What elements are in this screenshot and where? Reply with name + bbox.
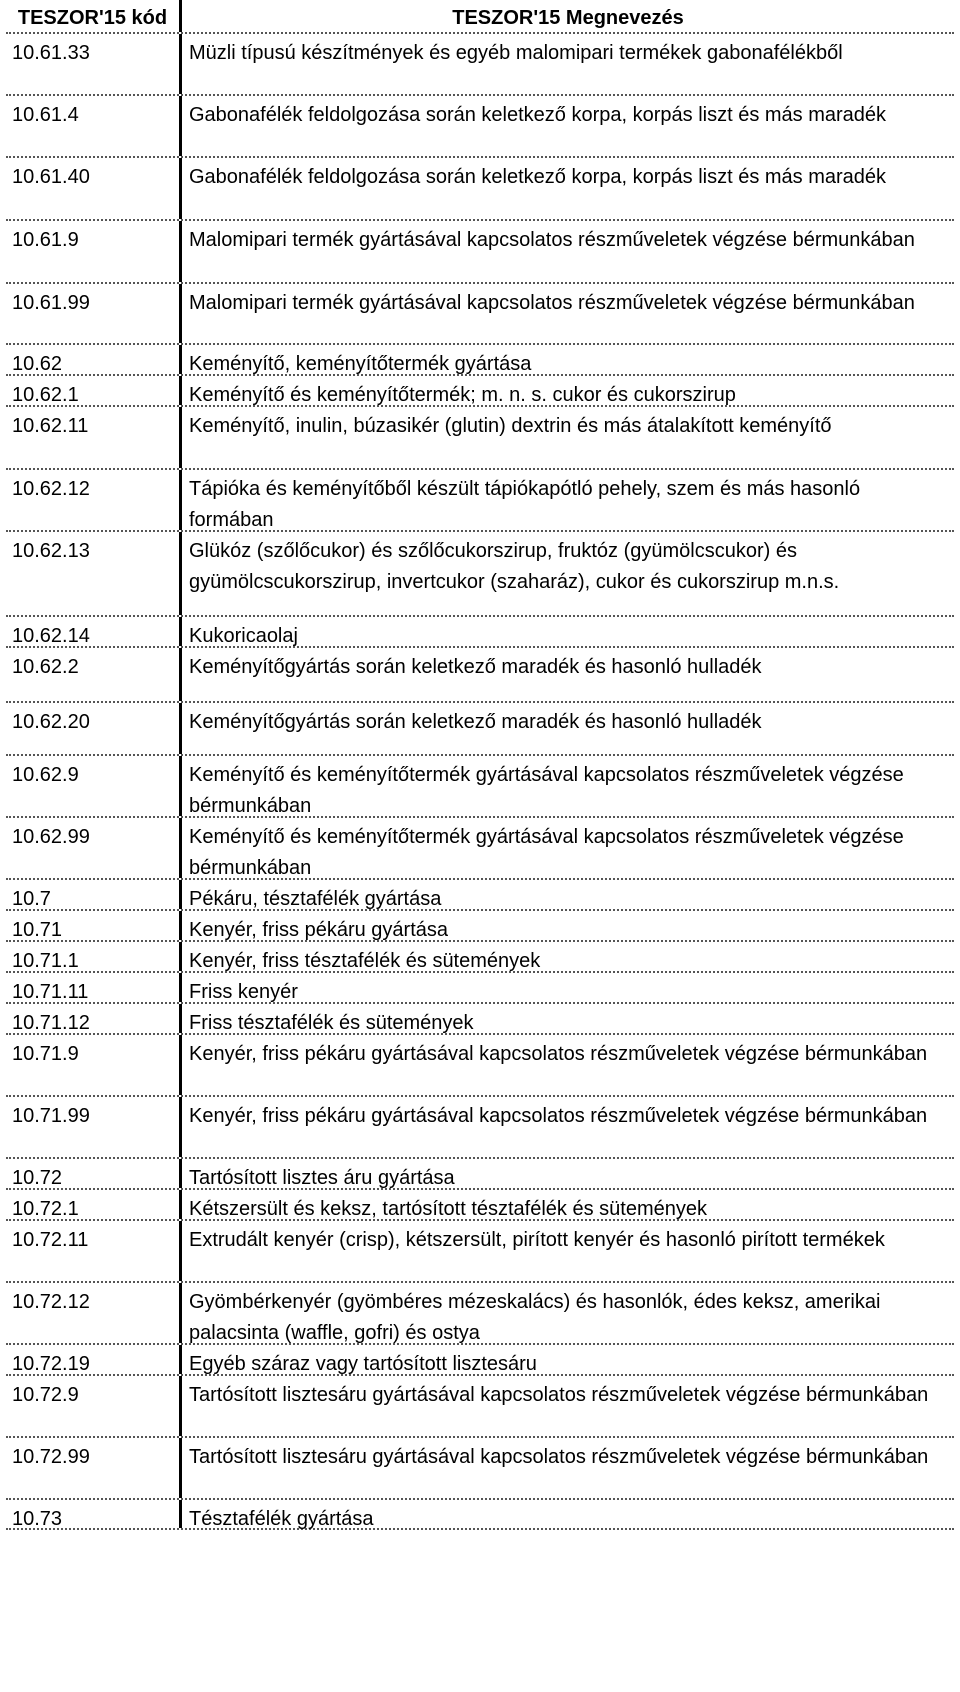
row-name: Kenyér, friss pékáru gyártásával kapcsolatos részműveletek végzése bérmunkában	[189, 1043, 928, 1065]
row-code: 10.61.33	[6, 34, 182, 94]
row-name: Tartósított lisztesáru gyártásával kapcsolatos részműveletek végzése bérmunkában	[189, 1446, 929, 1468]
row-code: 10.62.13	[6, 532, 182, 615]
table-body	[6, 34, 954, 1530]
row-code: 10.71	[6, 911, 182, 940]
table-row	[6, 96, 954, 158]
row-code: 10.7	[6, 880, 182, 909]
table-row	[6, 1283, 954, 1345]
header-code: TESZOR'15 kód	[6, 0, 182, 32]
row-name: Keményítő és keményítőtermék gyártásával kapcsolatos részműveletek végzése bérmunkában	[189, 764, 904, 817]
row-code: 10.71.99	[6, 1097, 182, 1157]
row-name: Kukoricaolaj	[189, 625, 298, 647]
table-row	[6, 1159, 954, 1190]
row-name: Tartósított lisztes áru gyártása	[189, 1167, 455, 1189]
header-name: TESZOR'15 Megnevezés	[452, 7, 684, 29]
row-name: Friss kenyér	[189, 981, 298, 1003]
table-row	[6, 1500, 954, 1530]
row-name: Kenyér, friss tésztafélék és sütemények	[189, 950, 541, 972]
row-code: 10.72.12	[6, 1283, 182, 1343]
row-name: Keményítő, inulin, búzasikér (glutin) dextrin és más átalakított keményítő	[189, 415, 832, 437]
row-code: 10.72.19	[6, 1345, 182, 1374]
table-row	[6, 1221, 954, 1283]
table-row	[6, 617, 954, 648]
table-row	[6, 1438, 954, 1500]
row-code: 10.61.9	[6, 221, 182, 282]
row-code: 10.61.99	[6, 284, 182, 343]
row-name: Keményítő és keményítőtermék gyártásával kapcsolatos részműveletek végzése bérmunkában	[189, 826, 904, 879]
row-code: 10.72.99	[6, 1438, 182, 1498]
row-name: Kétszersült és keksz, tartósított tésztafélék és sütemények	[189, 1198, 707, 1220]
row-name: Pékáru, tésztafélék gyártása	[189, 888, 442, 910]
row-code: 10.61.4	[6, 96, 182, 156]
table-row	[6, 532, 954, 617]
row-code: 10.72	[6, 1159, 182, 1188]
table-row	[6, 345, 954, 376]
row-code: 10.62.14	[6, 617, 182, 646]
row-code: 10.62.20	[6, 703, 182, 754]
row-code: 10.72.11	[6, 1221, 182, 1281]
row-name: Glükóz (szőlőcukor) és szőlőcukorszirup, fruktóz (gyümölcscukor) és gyümölcscukorszirup, invertcukor (szaharáz), cukor és cukorszirup m.n.s.	[189, 540, 840, 593]
table-header	[6, 0, 954, 34]
row-code: 10.62.12	[6, 470, 182, 530]
row-name: Malomipari termék gyártásával kapcsolatos részműveletek végzése bérmunkában	[189, 292, 915, 314]
row-code: 10.71.1	[6, 942, 182, 971]
table-row	[6, 34, 954, 96]
table-row	[6, 973, 954, 1004]
table-row	[6, 284, 954, 345]
row-code: 10.71.9	[6, 1035, 182, 1095]
row-name: Keményítőgyártás során keletkező maradék és hasonló hulladék	[189, 711, 762, 733]
row-code: 10.62.11	[6, 407, 182, 468]
row-name: Keményítő, keményítőtermék gyártása	[189, 353, 532, 375]
row-name: Gabonafélék feldolgozása során keletkező korpa, korpás liszt és más maradék	[189, 104, 887, 126]
row-code: 10.62.9	[6, 756, 182, 816]
row-name: Tápióka és keményítőből készült tápiókapótló pehely, szem és más hasonló formában	[189, 478, 861, 531]
row-name: Malomipari termék gyártásával kapcsolatos részműveletek végzése bérmunkában	[189, 229, 915, 251]
row-code: 10.62.1	[6, 376, 182, 405]
table-row	[6, 1097, 954, 1159]
row-name: Egyéb száraz vagy tartósított lisztesáru	[189, 1353, 537, 1375]
row-code: 10.71.12	[6, 1004, 182, 1033]
table-row	[6, 818, 954, 880]
row-code: 10.72.9	[6, 1376, 182, 1436]
table-row	[6, 470, 954, 532]
row-name: Kenyér, friss pékáru gyártása	[189, 919, 449, 941]
row-name: Keményítőgyártás során keletkező maradék és hasonló hulladék	[189, 656, 762, 678]
table-row	[6, 911, 954, 942]
table-row	[6, 942, 954, 973]
row-name: Tésztafélék gyártása	[189, 1508, 374, 1530]
table-row	[6, 221, 954, 284]
row-name: Müzli típusú készítmények és egyéb malomipari termékek gabonafélékből	[189, 42, 843, 64]
table-row	[6, 1376, 954, 1438]
row-name: Keményítő és keményítőtermék; m. n. s. cukor és cukorszirup	[189, 384, 736, 406]
row-code: 10.72.1	[6, 1190, 182, 1219]
table-row	[6, 158, 954, 221]
row-code: 10.62.99	[6, 818, 182, 878]
row-code: 10.62.2	[6, 648, 182, 701]
teszor-table	[6, 0, 954, 1530]
table-row	[6, 407, 954, 470]
table-row	[6, 1035, 954, 1097]
table-row	[6, 1345, 954, 1376]
row-name: Gabonafélék feldolgozása során keletkező korpa, korpás liszt és más maradék	[189, 166, 887, 188]
row-name: Gyömbérkenyér (gyömbéres mézeskalács) és hasonlók, édes keksz, amerikai palacsinta (waffle, gofri) és ostya	[189, 1291, 881, 1344]
table-row	[6, 648, 954, 703]
table-row	[6, 756, 954, 818]
row-code: 10.62	[6, 345, 182, 374]
row-name: Kenyér, friss pékáru gyártásával kapcsolatos részműveletek végzése bérmunkában	[189, 1105, 928, 1127]
row-code: 10.71.11	[6, 973, 182, 1002]
row-code: 10.61.40	[6, 158, 182, 219]
table-row	[6, 703, 954, 756]
row-code: 10.73	[6, 1500, 182, 1528]
table-row	[6, 1004, 954, 1035]
row-name: Extrudált kenyér (crisp), kétszersült, pirított kenyér és hasonló pirított termékek	[189, 1229, 885, 1251]
row-name: Friss tésztafélék és sütemények	[189, 1012, 474, 1034]
table-row	[6, 376, 954, 407]
table-row	[6, 880, 954, 911]
table-row	[6, 1190, 954, 1221]
row-name: Tartósított lisztesáru gyártásával kapcsolatos részműveletek végzése bérmunkában	[189, 1384, 929, 1406]
